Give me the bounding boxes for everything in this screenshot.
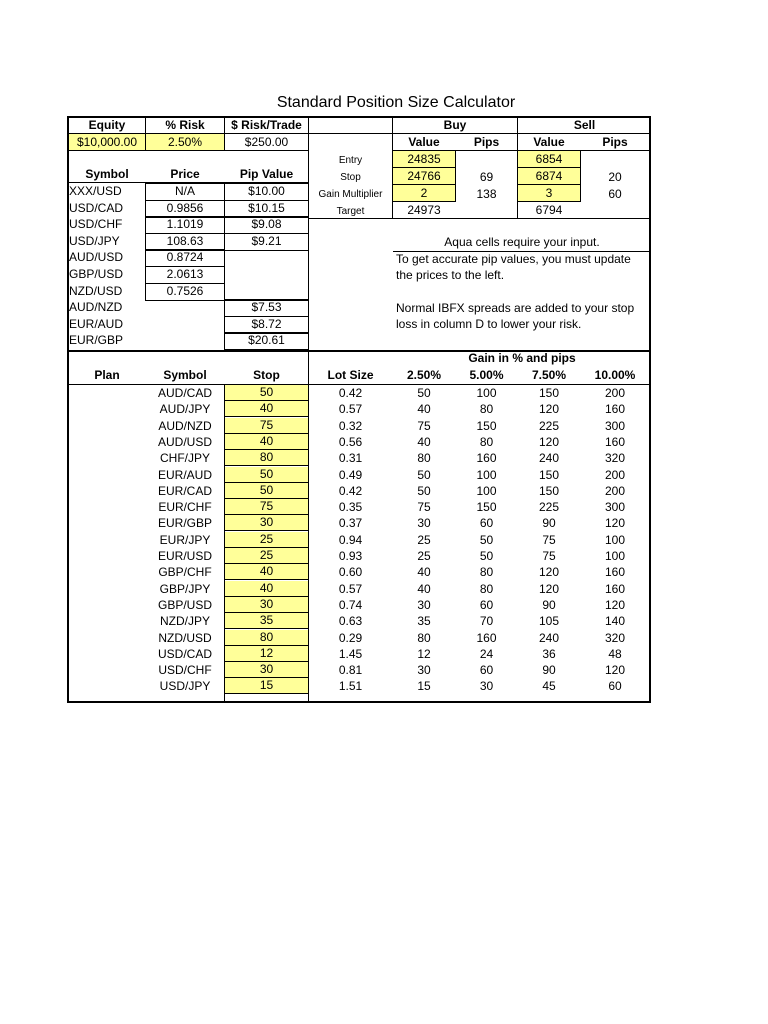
price-header: Price bbox=[170, 167, 200, 181]
pip-block-border bbox=[224, 250, 309, 301]
gain-10-value: 140 bbox=[604, 614, 626, 628]
rule bbox=[308, 133, 393, 134]
buy-header: Buy bbox=[443, 118, 467, 132]
plan-symbol: EUR/JPY bbox=[159, 533, 211, 547]
stop-input[interactable]: 50 bbox=[225, 483, 308, 499]
pip-symbol: NZD/USD bbox=[69, 284, 123, 298]
gain-5-value: 50 bbox=[479, 533, 494, 547]
stop-input[interactable]: 40 bbox=[225, 401, 308, 417]
plan-symbol: AUD/USD bbox=[157, 435, 212, 449]
plan-symbol: USD/CAD bbox=[157, 647, 212, 661]
pip-symbol: GBP/USD bbox=[69, 267, 124, 281]
gain-7-5-value: 90 bbox=[542, 516, 556, 530]
price-cell-border bbox=[145, 183, 225, 201]
gain-7-5-value: 225 bbox=[538, 500, 560, 514]
gain-7-5-value: 75 bbox=[542, 533, 556, 547]
gain-7-5-value: 45 bbox=[542, 679, 556, 693]
plan-symbol: AUD/CAD bbox=[157, 386, 212, 400]
price-cell-border bbox=[145, 216, 225, 234]
plan-symbol: AUD/JPY bbox=[159, 402, 211, 416]
stop-input[interactable]: 50 bbox=[225, 467, 308, 483]
lot-size-value: 0.37 bbox=[338, 516, 363, 530]
gain-5-value: 100 bbox=[476, 484, 497, 498]
gain-5-value: 60 bbox=[479, 598, 494, 612]
page-title: Standard Position Size Calculator bbox=[276, 94, 516, 111]
stop-input[interactable]: 40 bbox=[225, 581, 308, 597]
lot-size-value: 0.63 bbox=[338, 614, 363, 628]
gain-5-value: 60 bbox=[479, 516, 494, 530]
lot-size-value: 0.49 bbox=[338, 468, 363, 482]
gain-2-5-value: 75 bbox=[417, 419, 431, 433]
gain-5-value: 80 bbox=[479, 435, 494, 449]
trade-row-label: Stop bbox=[340, 172, 361, 183]
sell-pips-header: Pips bbox=[602, 135, 628, 149]
buy-value-header: Value bbox=[408, 135, 440, 149]
price-cell-border bbox=[145, 283, 225, 301]
risk-percent-input[interactable]: 2.50% bbox=[146, 134, 224, 150]
pip-cell-border bbox=[224, 216, 309, 234]
gain-5-value: 30 bbox=[479, 679, 494, 693]
gain-5-value: 60 bbox=[479, 663, 494, 677]
gain-7-5-value: 150 bbox=[538, 386, 560, 400]
gain-7-5-value: 120 bbox=[538, 402, 560, 416]
buy-pips-value: 138 bbox=[476, 187, 497, 201]
gain-5-value: 80 bbox=[479, 402, 494, 416]
lot-size-value: 0.93 bbox=[338, 549, 363, 563]
gain-10-value: 100 bbox=[604, 533, 626, 547]
gain-10-value: 200 bbox=[604, 484, 626, 498]
aqua-note: Aqua cells require your input. bbox=[444, 235, 600, 249]
lot-size-value: 0.35 bbox=[338, 500, 363, 514]
gain-2-5-value: 40 bbox=[417, 435, 431, 449]
gain-2-5-value: 40 bbox=[417, 582, 431, 596]
gain-10-value: 300 bbox=[604, 500, 626, 514]
gain-5-value: 80 bbox=[479, 582, 494, 596]
gain-2-5-value: 80 bbox=[417, 451, 431, 465]
gain-7-5-value: 225 bbox=[538, 419, 560, 433]
sell-pips-value: 20 bbox=[608, 170, 622, 184]
gain-10-value: 160 bbox=[604, 435, 626, 449]
gain-10-value: 100 bbox=[604, 549, 626, 563]
gain-10-value: 120 bbox=[604, 598, 626, 612]
lot-size-value: 1.45 bbox=[338, 647, 363, 661]
plan-header: Plan bbox=[94, 368, 120, 382]
gain-10-value: 48 bbox=[608, 647, 622, 661]
pip-symbol: USD/CAD bbox=[69, 201, 124, 215]
gain-7-5-value: 240 bbox=[538, 451, 560, 465]
price-cell-border bbox=[145, 249, 225, 267]
gain-10-value: 200 bbox=[604, 468, 626, 482]
lot-size-value: 0.42 bbox=[338, 484, 363, 498]
lot-size-value: 0.56 bbox=[338, 435, 363, 449]
lot-size-value: 0.32 bbox=[338, 419, 363, 433]
gain-5-value: 160 bbox=[476, 451, 497, 465]
gain-7-5-value: 90 bbox=[542, 663, 556, 677]
gain-5-value: 70 bbox=[479, 614, 494, 628]
spread-note-line1: Normal IBFX spreads are added to your stop bbox=[396, 301, 635, 315]
sell-value-input[interactable]: 6874 bbox=[518, 168, 580, 184]
gain-2-5-value: 50 bbox=[417, 484, 431, 498]
gain-7-5-value: 150 bbox=[538, 484, 560, 498]
lot-size-value: 0.57 bbox=[338, 582, 363, 596]
gain-7-5-value: 120 bbox=[538, 435, 560, 449]
price-input[interactable]: 0.7526 bbox=[166, 284, 204, 298]
gain-2-5-value: 30 bbox=[417, 598, 431, 612]
gain-5-value: 100 bbox=[476, 386, 497, 400]
lot-size-value: 0.57 bbox=[338, 402, 363, 416]
gain-10-value: 300 bbox=[604, 419, 626, 433]
plan-symbol: EUR/AUD bbox=[157, 468, 212, 482]
pip-value: $7.53 bbox=[251, 300, 282, 314]
gain-5-value: 80 bbox=[479, 565, 494, 579]
gain-2-5-value: 75 bbox=[417, 500, 431, 514]
pip-value: $9.08 bbox=[251, 217, 282, 231]
gain-2-5-value: 25 bbox=[417, 549, 431, 563]
buy-pips-value: 69 bbox=[479, 170, 494, 184]
price-cell-border bbox=[145, 266, 225, 284]
plan-symbol: AUD/NZD bbox=[158, 419, 212, 433]
stop-input[interactable]: 80 bbox=[225, 630, 308, 646]
price-value: N/A bbox=[174, 184, 195, 198]
gain-7-5-value: 75 bbox=[542, 549, 556, 563]
plan-symbol: GBP/JPY bbox=[159, 582, 211, 596]
stop-input[interactable]: 35 bbox=[225, 613, 308, 629]
gain-5-value: 160 bbox=[476, 631, 497, 645]
gain-2-5-value: 12 bbox=[417, 647, 431, 661]
price-input[interactable]: 0.8724 bbox=[166, 250, 204, 264]
plan-symbol: EUR/USD bbox=[157, 549, 212, 563]
price-input[interactable]: 108.63 bbox=[166, 234, 204, 248]
gain-10-header: 10.00% bbox=[594, 368, 636, 382]
rule bbox=[67, 150, 309, 151]
lot-size-header: Lot Size bbox=[327, 368, 374, 382]
gain-7-5-header: 7.50% bbox=[531, 368, 567, 382]
risk-trade-header: $ Risk/Trade bbox=[231, 118, 302, 132]
gain-2-5-value: 80 bbox=[417, 631, 431, 645]
lot-size-value: 1.51 bbox=[338, 679, 363, 693]
pip-symbol: AUD/USD bbox=[69, 250, 124, 264]
pip-cell-border bbox=[224, 233, 309, 251]
stop-input[interactable]: 80 bbox=[225, 450, 308, 466]
buy-target-value: 24973 bbox=[407, 203, 441, 217]
buy-value-input[interactable]: 2 bbox=[393, 185, 455, 201]
lot-size-value: 0.60 bbox=[338, 565, 363, 579]
gain-2-5-value: 30 bbox=[417, 516, 431, 530]
spread-note-line2: loss in column D to lower your risk. bbox=[396, 317, 582, 331]
risk-trade-value: $250.00 bbox=[244, 135, 289, 149]
buy-value-input[interactable]: 24835 bbox=[393, 151, 455, 167]
lot-size-value: 0.29 bbox=[338, 631, 363, 645]
lot-size-value: 0.81 bbox=[338, 663, 363, 677]
gain-7-5-value: 120 bbox=[538, 565, 560, 579]
lot-size-value: 0.94 bbox=[338, 533, 363, 547]
trade-row-label: Gain Multiplier bbox=[318, 189, 383, 200]
pip-note-line1: To get accurate pip values, you must update bbox=[396, 252, 631, 266]
stop-input[interactable]: 12 bbox=[225, 646, 308, 662]
gain-10-value: 60 bbox=[608, 679, 622, 693]
sell-value-header: Value bbox=[533, 135, 565, 149]
pip-value: $20.61 bbox=[248, 333, 285, 347]
plan-symbol: NZD/JPY bbox=[159, 614, 210, 628]
gain-10-value: 320 bbox=[604, 451, 626, 465]
stop-input[interactable]: 50 bbox=[225, 385, 308, 401]
sell-value-input[interactable]: 6854 bbox=[518, 151, 580, 167]
gain-10-value: 320 bbox=[604, 631, 626, 645]
gain-2-5-value: 30 bbox=[417, 663, 431, 677]
pip-value: $10.00 bbox=[248, 184, 285, 198]
gain-5-value: 150 bbox=[476, 500, 497, 514]
gain-5-value: 50 bbox=[479, 549, 494, 563]
lot-size-value: 0.74 bbox=[338, 598, 363, 612]
stop-input[interactable]: 30 bbox=[225, 597, 308, 613]
stop-input[interactable]: 75 bbox=[225, 499, 308, 515]
pip-cell-border bbox=[224, 183, 309, 201]
symbol-header: Symbol bbox=[85, 167, 129, 181]
stop-col-header: Stop bbox=[253, 368, 280, 382]
stop-input[interactable]: 25 bbox=[225, 532, 308, 548]
gain-2-5-value: 40 bbox=[417, 402, 431, 416]
stop-input[interactable]: 30 bbox=[225, 662, 308, 678]
gain-10-value: 120 bbox=[604, 663, 626, 677]
gain-2-5-value: 25 bbox=[417, 533, 431, 547]
pip-value: $9.21 bbox=[251, 234, 282, 248]
lot-size-value: 0.42 bbox=[338, 386, 363, 400]
gain-5-value: 24 bbox=[479, 647, 494, 661]
plan-symbol: USD/JPY bbox=[159, 679, 211, 693]
gain-5-header: 5.00% bbox=[469, 368, 504, 382]
gain-header: Gain in % and pips bbox=[468, 351, 576, 365]
symbol-col-header: Symbol bbox=[163, 368, 207, 382]
pip-value: $8.72 bbox=[251, 317, 282, 331]
pip-symbol: AUD/NZD bbox=[69, 300, 123, 314]
gain-2-5-value: 40 bbox=[417, 565, 431, 579]
pip-value-header: Pip Value bbox=[239, 167, 294, 181]
plan-symbol: EUR/CAD bbox=[157, 484, 212, 498]
gain-2-5-header: 2.50% bbox=[406, 368, 442, 382]
sell-value-input[interactable]: 3 bbox=[518, 185, 580, 201]
plan-symbol: NZD/USD bbox=[158, 631, 212, 645]
gain-10-value: 160 bbox=[604, 402, 626, 416]
pip-symbol: EUR/GBP bbox=[69, 333, 124, 347]
pip-symbol: EUR/AUD bbox=[69, 317, 124, 331]
gain-2-5-value: 35 bbox=[417, 614, 431, 628]
gain-7-5-value: 120 bbox=[538, 582, 560, 596]
buy-pips-header: Pips bbox=[473, 135, 500, 149]
price-input[interactable]: 1.1019 bbox=[166, 217, 204, 231]
gain-2-5-value: 50 bbox=[417, 386, 431, 400]
plan-symbol: CHF/JPY bbox=[159, 451, 210, 465]
trade-row-label: Entry bbox=[338, 155, 363, 166]
price-input[interactable]: 2.0613 bbox=[166, 267, 204, 281]
pip-symbol: USD/CHF bbox=[69, 217, 123, 231]
pip-cell-border bbox=[224, 332, 309, 350]
plan-symbol: EUR/CHF bbox=[158, 500, 212, 514]
gain-7-5-value: 105 bbox=[538, 614, 560, 628]
stop-input[interactable]: 40 bbox=[225, 434, 308, 450]
plan-symbol: EUR/GBP bbox=[157, 516, 212, 530]
gain-10-value: 160 bbox=[604, 565, 626, 579]
gain-7-5-value: 150 bbox=[538, 468, 560, 482]
stop-input[interactable]: 15 bbox=[225, 678, 308, 694]
equity-header: Equity bbox=[88, 118, 126, 132]
gain-7-5-value: 36 bbox=[542, 647, 556, 661]
price-input[interactable]: 0.9856 bbox=[166, 201, 204, 215]
pip-value: $10.15 bbox=[248, 201, 285, 215]
stop-input[interactable]: 75 bbox=[225, 418, 308, 434]
lot-size-value: 0.31 bbox=[338, 451, 363, 465]
plan-symbol: USD/CHF bbox=[158, 663, 212, 677]
buy-value-input[interactable]: 24766 bbox=[393, 168, 455, 184]
gain-10-value: 200 bbox=[604, 386, 626, 400]
gain-7-5-value: 90 bbox=[542, 598, 556, 612]
gain-10-value: 160 bbox=[604, 582, 626, 596]
pip-cell-border bbox=[224, 299, 309, 317]
gain-5-value: 150 bbox=[476, 419, 497, 433]
stop-input[interactable]: 40 bbox=[225, 564, 308, 580]
sell-target-value: 6794 bbox=[535, 203, 563, 217]
sell-header: Sell bbox=[573, 118, 596, 132]
gain-7-5-value: 240 bbox=[538, 631, 560, 645]
sell-pips-value: 60 bbox=[608, 187, 622, 201]
pip-symbol: USD/JPY bbox=[69, 234, 120, 248]
stop-input[interactable]: 25 bbox=[225, 548, 308, 564]
pip-symbol: XXX/USD bbox=[69, 184, 122, 198]
gain-2-5-value: 15 bbox=[417, 679, 431, 693]
gain-2-5-value: 50 bbox=[417, 468, 431, 482]
stop-input[interactable]: 30 bbox=[225, 515, 308, 531]
plan-symbol: GBP/USD bbox=[157, 598, 212, 612]
equity-input[interactable]: $10,000.00 bbox=[69, 134, 145, 150]
trade-row-label: Target bbox=[336, 206, 365, 217]
plan-symbol: GBP/CHF bbox=[158, 565, 212, 579]
gain-5-value: 100 bbox=[476, 468, 497, 482]
pip-note-line2: the prices to the left. bbox=[396, 268, 505, 282]
risk-header: % Risk bbox=[165, 118, 205, 132]
gain-10-value: 120 bbox=[604, 516, 626, 530]
